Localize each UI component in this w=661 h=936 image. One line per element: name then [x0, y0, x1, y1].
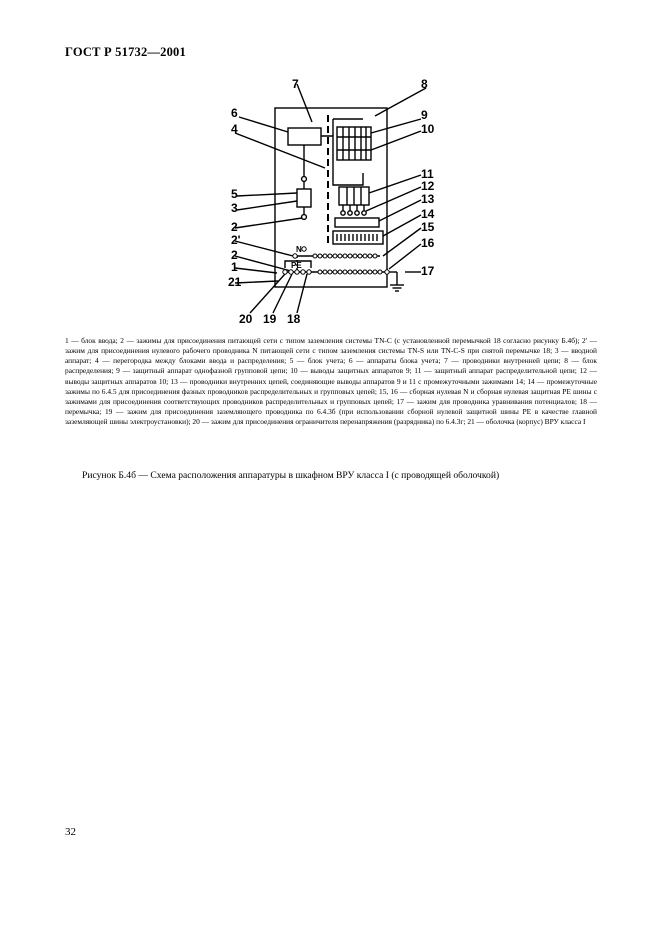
wiring-bundle [335, 218, 379, 227]
label-12: 12 [421, 179, 435, 193]
label-3: 3 [231, 201, 238, 215]
label-pe: PE [291, 261, 302, 270]
label-17: 17 [421, 264, 435, 278]
label-2-bottom: 2 [231, 248, 238, 262]
label-5: 5 [231, 187, 238, 201]
label-7: 7 [292, 77, 299, 91]
label-16: 16 [421, 236, 435, 250]
label-1: 1 [231, 260, 238, 274]
label-6: 6 [231, 106, 238, 120]
label-2-top: 2 [231, 220, 238, 234]
document-header: ГОСТ Р 51732—2001 [65, 45, 186, 59]
label-9: 9 [421, 108, 428, 122]
figure-caption: Рисунок Б.4б — Схема расположения аппаратуры в шкафном ВРУ класса I (с проводящей оболочкой) [82, 470, 500, 481]
label-n: N [296, 245, 302, 254]
label-11: 11 [421, 167, 434, 181]
label-19: 19 [263, 312, 277, 325]
label-13: 13 [421, 192, 435, 206]
label-4: 4 [231, 122, 238, 136]
label-14: 14 [421, 207, 435, 221]
figure-diagram [225, 73, 445, 325]
label-18: 18 [287, 312, 301, 325]
label-20: 20 [239, 312, 253, 325]
schematic-drawing [225, 73, 445, 325]
figure-legend [65, 336, 597, 427]
label-2-prime: 2' [231, 233, 241, 247]
label-10: 10 [421, 122, 435, 136]
legend-text: 1 — блок ввода; 2 — зажимы для присоединения питающей сети с типом заземления системы TN-C (с установленной перемычкой 18 согласно рисунку Б.4б); 2' — зажим для присоединения нулевого рабочего проводника N питающей сети с типом заземления системы TN-S или TN-C-S при снятой перемычке 18; 3 — вводной аппарат; 4 — перегородка между блоками ввода и распределения; 5 — блок учета; 6 — аппараты блока учета; 7 — проводники внутренней цепи; 8 — блок распределения; 9 — защитный аппарат однофазной групповой цепи; 10 — выводы защитных аппаратов 9; 11 — защитный аппарат распределительной цепи; 12 — выводы защитных аппаратов 10; 13 — проводники внутренних цепей, соединяющие выводы аппаратов 9 и 11 с промежуточными зажимами 14; 14 — промежуточные зажимы по 6.4.5 для присоединения фазных проводников распределительных и групповых цепей; 15, 16 — сборная нулевая N и сборная нулевая защитная PE шины с зажимами для присоединения соответствующих проводников распределительных и групповых цепей; 17 — зажим для проводника уравнивания потенциалов; 18 — перемычка; 19 — зажим для присоединения заземляющего проводника по 6.4.3б (при использовании сборной нулевой защитной шины PE в качестве главной заземляющей шины электроустановки); 20 — зажим для присоединения ограничителя перенапряжения (разрядника) по 6.4.3г; 21 — оболочка (корпус) ВРУ класса I [65, 336, 597, 427]
main-switch-box [297, 189, 311, 207]
page-number: 32 [65, 826, 76, 838]
label-8: 8 [421, 77, 428, 91]
meter-device-box [288, 128, 321, 145]
label-15: 15 [421, 220, 435, 234]
label-21: 21 [228, 275, 242, 289]
